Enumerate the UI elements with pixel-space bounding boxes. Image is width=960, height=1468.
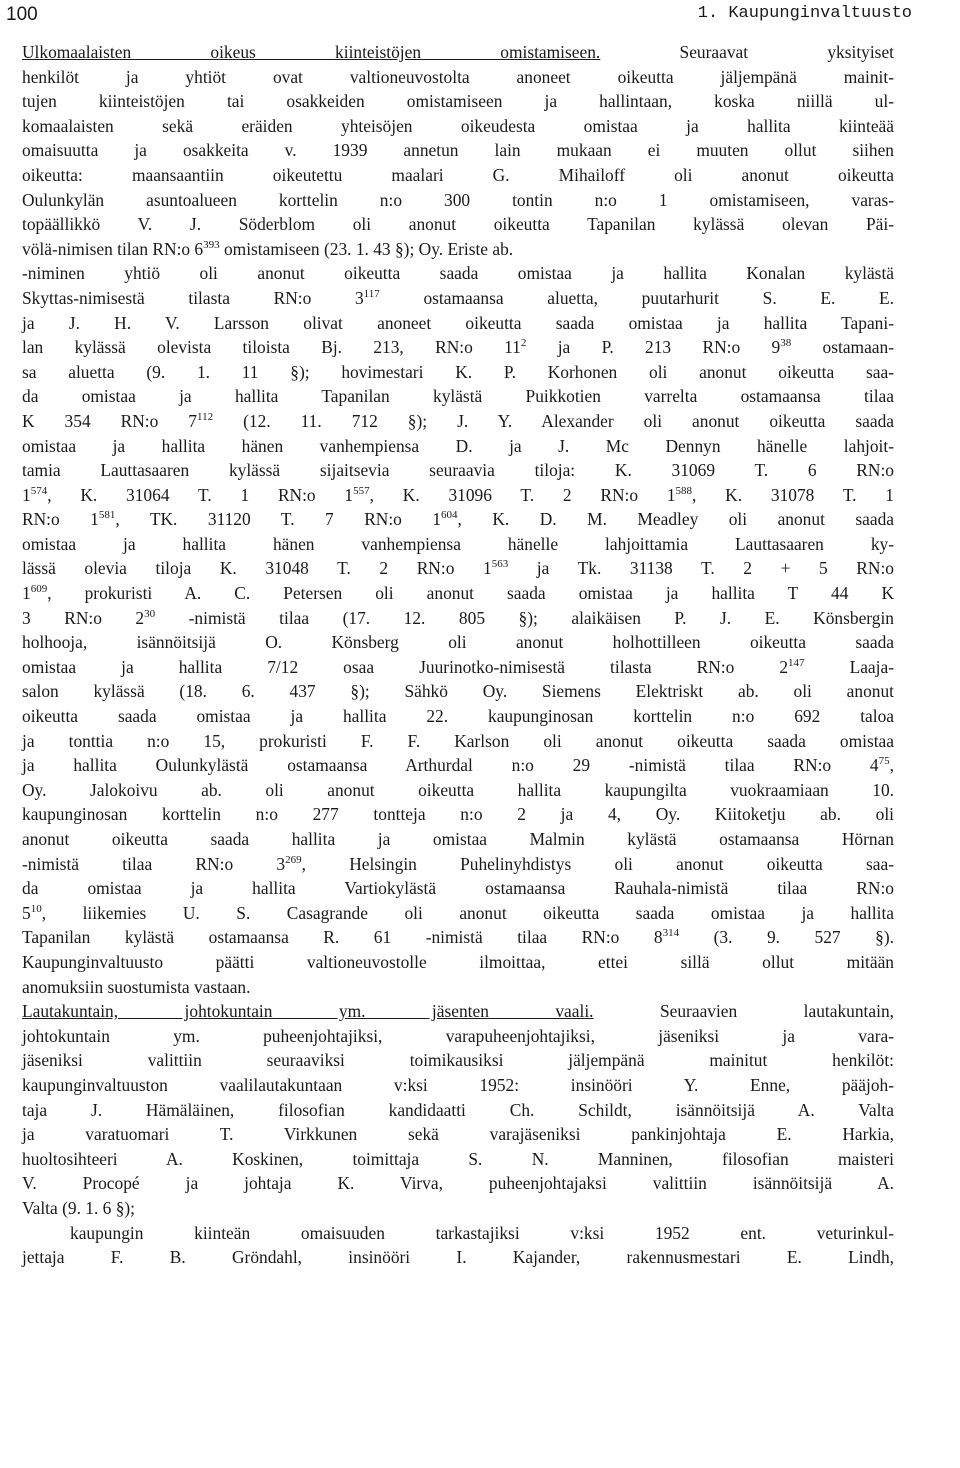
superscript: 557: [353, 484, 370, 497]
text-segment: , prokuristi A. C. Petersen oli anonut saada omistaa ja hallita T 44 K: [47, 583, 894, 604]
text-segment: ja P. 213 RN:o 9: [526, 337, 781, 358]
text-segment: -nimistä tilaa RN:o 3: [22, 853, 286, 874]
text-segment: Tapanilan kylästä ostamaansa R. 61 -nimistä tilaa RN:o 8: [22, 927, 663, 948]
text-line: [22, 237, 894, 262]
text-line: [22, 827, 894, 852]
text-segment: oikeutta saada omistaa ja hallita 22. kaupunginosan korttelin n:o 692 taloa: [22, 706, 894, 727]
text-line: [22, 360, 894, 385]
superscript: 30: [144, 607, 156, 620]
running-head: 1. Kaupunginvaltuusto: [697, 4, 912, 23]
text-segment: henkilöt ja yhtiöt ovat valtioneuvostolta anoneet oikeutta jäljempänä mainit-: [22, 66, 894, 87]
superscript: 393: [203, 238, 220, 251]
text-line: [22, 999, 894, 1024]
text-segment: (3. 9. 527 §).: [679, 927, 894, 948]
text-line: [22, 802, 894, 827]
text-segment: Oulunkylän asuntoalueen korttelin n:o 300 tontin n:o 1 omistamiseen, varas-: [22, 189, 894, 210]
superscript: 581: [98, 509, 116, 522]
text-line: [22, 925, 894, 950]
section-heading: Lautakuntain, johtokuntain ym. jäsenten vaali.: [22, 1001, 594, 1022]
text-segment: kaupunginosan korttelin n:o 277 tontteja n:o 2 ja 4, Oy. Kiitoketju ab. oli: [22, 804, 894, 825]
text-line: [22, 89, 894, 114]
text-segment: da omistaa ja hallita Vartiokylästä ostamaansa Rauhala-nimistä tilaa RN:o: [22, 878, 894, 899]
text-line: [22, 114, 894, 139]
text-line: [22, 212, 894, 237]
text-segment: Seuraavien lautakuntain,: [593, 1001, 894, 1022]
text-line: [22, 1048, 894, 1073]
text-line: [22, 753, 894, 778]
text-segment: anomuksiin suostumista vastaan.: [22, 976, 251, 997]
text-segment: (12. 11. 712 §); J. Y. Alexander oli anonut oikeutta saada: [213, 410, 894, 431]
text-line: [22, 630, 894, 655]
text-segment: ostamaan-: [791, 337, 895, 358]
text-segment: ostamaansa aluetta, puutarhurit S. E. E.: [379, 287, 894, 308]
page-number: 100: [6, 4, 38, 25]
text-segment: 3 RN:o 2: [22, 607, 145, 628]
text-segment: völä-nimisen tilan RN:o 6: [22, 238, 204, 259]
superscript: 314: [662, 927, 680, 940]
document-body: [22, 40, 894, 1270]
text-line: [22, 655, 894, 680]
text-line: [22, 163, 894, 188]
text-segment: , liikemies U. S. Casagrande oli anonut oikeutta saada omistaa ja hallita: [41, 902, 894, 923]
text-line: [22, 507, 894, 532]
text-segment: sa aluetta (9. 1. 11 §); hovimestari K. P. Korhonen oli anonut oikeutta saa-: [22, 361, 894, 382]
text-line: [22, 532, 894, 557]
text-segment: ja J. H. V. Larsson olivat anoneet oikeutta saada omistaa ja hallita Tapani-: [22, 312, 894, 333]
text-segment: , K. 31096 T. 2 RN:o 1: [369, 484, 676, 505]
text-segment: , K. 31064 T. 1 RN:o 1: [47, 484, 354, 505]
superscript: 112: [197, 410, 214, 423]
text-line: [22, 138, 894, 163]
text-segment: , TK. 31120 T. 7 RN:o 1: [115, 509, 442, 530]
text-line: [22, 876, 894, 901]
superscript: 604: [441, 509, 458, 522]
text-segment: , K. 31078 T. 1: [692, 484, 894, 505]
superscript: 2: [520, 337, 527, 350]
text-segment: ,: [889, 755, 894, 776]
text-line: [22, 679, 894, 704]
text-line: [22, 188, 894, 213]
text-line: [22, 556, 894, 581]
text-line: [22, 458, 894, 483]
text-segment: lan kylässä olevista tiloista Bj. 213, RN:o 11: [22, 337, 521, 358]
text-segment: 1: [22, 484, 31, 505]
text-segment: da omistaa ja hallita Tapanilan kylästä Puikkotien varrelta ostamaansa tilaa: [22, 386, 894, 407]
superscript: 563: [491, 558, 509, 571]
text-line: [22, 1171, 894, 1196]
text-segment: salon kylässä (18. 6. 437 §); Sähkö Oy. Siemens Elektriskt ab. oli anonut: [22, 681, 894, 702]
text-line: [22, 1122, 894, 1147]
text-line: [22, 704, 894, 729]
text-line: [22, 1196, 894, 1221]
text-segment: 5: [22, 902, 31, 923]
text-segment: -nimistä tilaa (17. 12. 805 §); alaikäisen P. J. E. Könsbergin: [155, 607, 894, 628]
section-heading: Ulkomaalaisten oikeus kiinteistöjen omistamiseen.: [22, 42, 601, 62]
text-line: [22, 483, 894, 508]
text-segment: V. Procopé ja johtaja K. Virva, puheenjohtajaksi valittiin isännöitsijä A.: [22, 1173, 894, 1194]
text-segment: Oy. Jalokoivu ab. oli anonut oikeutta hallita kaupungilta vuokraamiaan 10.: [22, 779, 894, 800]
text-line: [22, 335, 894, 360]
text-segment: RN:o 1: [22, 509, 99, 530]
text-line: [22, 901, 894, 926]
text-segment: tamia Lauttasaaren kylässä sijaitsevia seuraavia tiloja: K. 31069 T. 6 RN:o: [22, 460, 894, 481]
text-line: [22, 409, 894, 434]
text-segment: johtokuntain ym. puheenjohtajiksi, varapuheenjohtajiksi, jäseniksi ja vara-: [22, 1025, 894, 1046]
text-segment: omaisuutta ja osakkeita v. 1939 annetun lain mukaan ei muuten ollut siihen: [22, 140, 894, 161]
text-segment: kaupungin kiinteän omaisuuden tarkastajiksi v:ksi 1952 ent. veturinkul-: [70, 1222, 894, 1243]
text-segment: omistaa ja hallita hänen vanhempiensa D. ja J. Mc Dennyn hänelle lahjoit-: [22, 435, 894, 456]
text-line: [22, 1098, 894, 1123]
text-segment: taja J. Hämäläinen, filosofian kandidaatti Ch. Schildt, isännöitsijä A. Valta: [22, 1099, 894, 1120]
text-segment: omistaa ja hallita hänen vanhempiensa hänelle lahjoittamia Lauttasaaren ky-: [22, 533, 894, 554]
text-segment: 1: [22, 583, 31, 604]
text-segment: oikeutta: maansaantiin oikeutettu maalari G. Mihailoff oli anonut oikeutta: [22, 164, 894, 185]
text-segment: jäseniksi valittiin seuraaviksi toimikausiksi jäljempänä mainitut henkilöt:: [22, 1050, 894, 1071]
text-segment: ja hallita Oulunkylästä ostamaansa Arthurdal n:o 29 -nimistä tilaa RN:o 4: [22, 755, 879, 776]
text-segment: jettaja F. B. Gröndahl, insinööri I. Kajander, rakennusmestari E. Lindh,: [22, 1247, 894, 1268]
text-segment: , K. D. M. Meadley oli anonut saada: [457, 509, 894, 530]
superscript: 38: [780, 337, 792, 350]
text-line: [22, 40, 894, 65]
superscript: 609: [30, 583, 48, 596]
text-segment: komaalaisten sekä eräiden yhteisöjen oikeudesta omistaa ja hallita kiinteää: [22, 115, 894, 136]
text-line: [22, 261, 894, 286]
text-line: [22, 311, 894, 336]
superscript: 10: [30, 902, 42, 915]
text-line: [22, 975, 894, 1000]
text-segment: holhooja, isännöitsijä O. Könsberg oli anonut holhottilleen oikeutta saada: [22, 632, 894, 653]
text-segment: Valta (9. 1. 6 §);: [22, 1197, 136, 1218]
text-line: [22, 581, 894, 606]
text-line: [22, 286, 894, 311]
text-segment: huoltosihteeri A. Koskinen, toimittaja S. N. Manninen, filosofian maisteri: [22, 1148, 894, 1169]
text-line: [22, 950, 894, 975]
text-segment: Laaja-: [804, 656, 894, 677]
text-segment: K 354 RN:o 7: [22, 410, 198, 431]
text-line: [22, 606, 894, 631]
text-line: [22, 1073, 894, 1098]
text-line: [22, 384, 894, 409]
superscript: 269: [285, 853, 302, 866]
text-segment: anonut oikeutta saada hallita ja omistaa Malmin kylästä ostamaansa Hörnan: [22, 829, 894, 849]
text-segment: ja tonttia n:o 15, prokuristi F. F. Karlson oli anonut oikeutta saada omistaa: [22, 730, 894, 751]
text-segment: ja varatuomari T. Virkkunen sekä varajäseniksi pankinjohtaja E. Harkia,: [22, 1124, 894, 1145]
text-line: [22, 1024, 894, 1049]
text-segment: lässä olevia tiloja K. 31048 T. 2 RN:o 1: [22, 558, 492, 579]
text-line: [22, 1245, 894, 1270]
text-line: [22, 434, 894, 459]
text-segment: kaupunginvaltuuston vaalilautakuntaan v:ksi 1952: insinööri Y. Enne, pääjoh-: [22, 1074, 894, 1095]
text-segment: topäällikkö V. J. Söderblom oli anonut oikeutta Tapanilan kylässä olevan Päi-: [22, 214, 894, 235]
text-segment: -niminen yhtiö oli anonut oikeutta saada omistaa ja hallita Konalan kylästä: [22, 263, 894, 284]
superscript: 117: [363, 287, 380, 300]
text-segment: ja Tk. 31138 T. 2 + 5 RN:o: [508, 558, 894, 579]
text-segment: omistamiseen (23. 1. 43 §); Oy. Eriste ab.: [219, 238, 514, 259]
superscript: 574: [30, 484, 48, 497]
superscript: 75: [878, 755, 890, 768]
text-segment: Skyttas-nimisestä tilasta RN:o 3: [22, 287, 364, 308]
text-line: [22, 778, 894, 803]
superscript: 588: [675, 484, 693, 497]
text-segment: , Helsingin Puhelinyhdistys oli anonut oikeutta saa-: [301, 853, 894, 874]
text-line: [22, 729, 894, 754]
text-segment: omistaa ja hallita 7/12 osaa Juurinotko-nimisestä tilasta RN:o 2: [22, 656, 789, 677]
text-line: [22, 1221, 894, 1246]
text-line: [22, 65, 894, 90]
text-segment: Kaupunginvaltuusto päätti valtioneuvostolle ilmoittaa, ettei sillä ollut mitään: [22, 951, 894, 972]
text-line: [22, 852, 894, 877]
text-segment: tujen kiinteistöjen tai osakkeiden omistamiseen ja hallintaan, koska niillä ul-: [22, 91, 894, 112]
superscript: 147: [788, 656, 805, 669]
text-line: [22, 1147, 894, 1172]
text-segment: Seuraavat yksityiset: [600, 42, 894, 62]
